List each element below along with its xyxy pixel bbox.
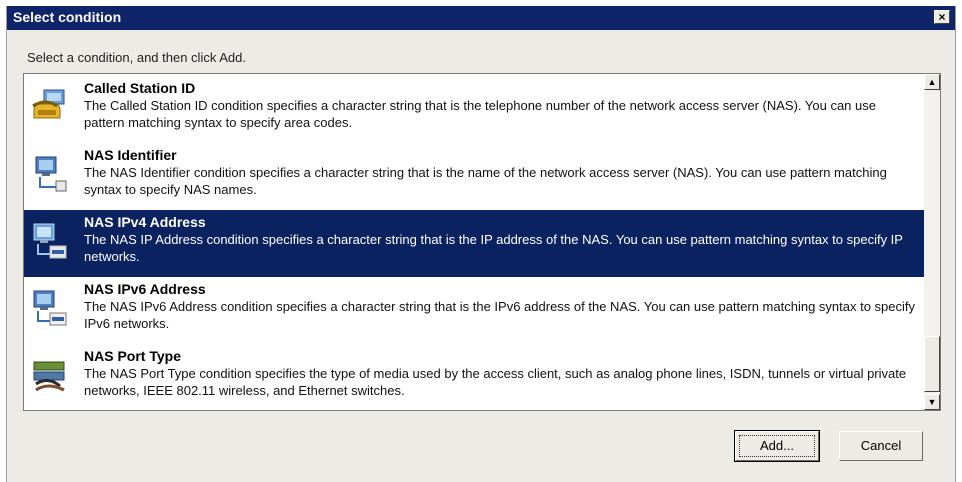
network-address-icon	[30, 222, 70, 260]
condition-name: NAS Port Type	[84, 348, 181, 364]
condition-description: The Called Station ID condition specifies a character string that is the telephone number of the network access server (NAS). You can use pattern matching syntax to specify area codes.	[84, 98, 876, 130]
vertical-scrollbar[interactable]	[924, 74, 940, 410]
telephone-network-icon	[30, 88, 70, 126]
close-button[interactable]	[934, 10, 950, 24]
arrow-up-icon: ▲	[927, 77, 937, 87]
condition-item-called-station-id[interactable]	[24, 76, 926, 143]
condition-description: The NAS Port Type condition specifies the type of media used by the access client, such as analog phone lines, ISDN, tunnels or virtual private networks, IEEE 802.11 wireless, and Ethernet switches.	[84, 366, 907, 398]
condition-item-nas-ipv6-address[interactable]	[24, 277, 926, 344]
condition-description: The NAS IP Address condition specifies a character string that is the IP address of the NAS. You can use pattern matching syntax to specify IP networks.	[84, 232, 903, 264]
condition-name: NAS IPv4 Address	[84, 214, 206, 230]
close-icon: ×	[938, 10, 946, 24]
dialog-title: Select condition	[13, 9, 122, 25]
scrollbar-thumb[interactable]	[924, 336, 940, 392]
condition-list[interactable]	[23, 73, 941, 411]
network-computer-icon	[30, 155, 70, 193]
condition-item-nas-port-type[interactable]	[24, 344, 926, 411]
condition-description: The NAS IPv6 Address condition specifies a character string that is the IPv6 address of the NAS. You can use pattern matching syntax to specify IPv6 networks.	[84, 299, 916, 331]
select-condition-dialog	[6, 6, 956, 482]
title-bar[interactable]	[7, 6, 955, 30]
scroll-down-button[interactable]	[924, 394, 940, 410]
condition-description: The NAS Identifier condition specifies a character string that is the name of the network access server (NAS). You can use pattern matching syntax to specify NAS names.	[84, 165, 887, 197]
condition-item-nas-identifier[interactable]	[24, 143, 926, 210]
network-address-icon	[30, 289, 70, 327]
condition-name: NAS Identifier	[84, 147, 177, 163]
condition-name: NAS IPv6 Address	[84, 281, 206, 297]
add-button[interactable]: Add...	[735, 431, 819, 461]
cancel-button[interactable]: Cancel	[839, 431, 923, 461]
arrow-down-icon: ▼	[927, 397, 937, 407]
port-cables-icon	[30, 356, 70, 394]
instruction-text: Select a condition, and then click Add.	[27, 50, 246, 65]
condition-name: Called Station ID	[84, 80, 196, 96]
scroll-up-button[interactable]	[924, 74, 940, 90]
condition-item-nas-ipv4-address[interactable]	[24, 210, 926, 277]
